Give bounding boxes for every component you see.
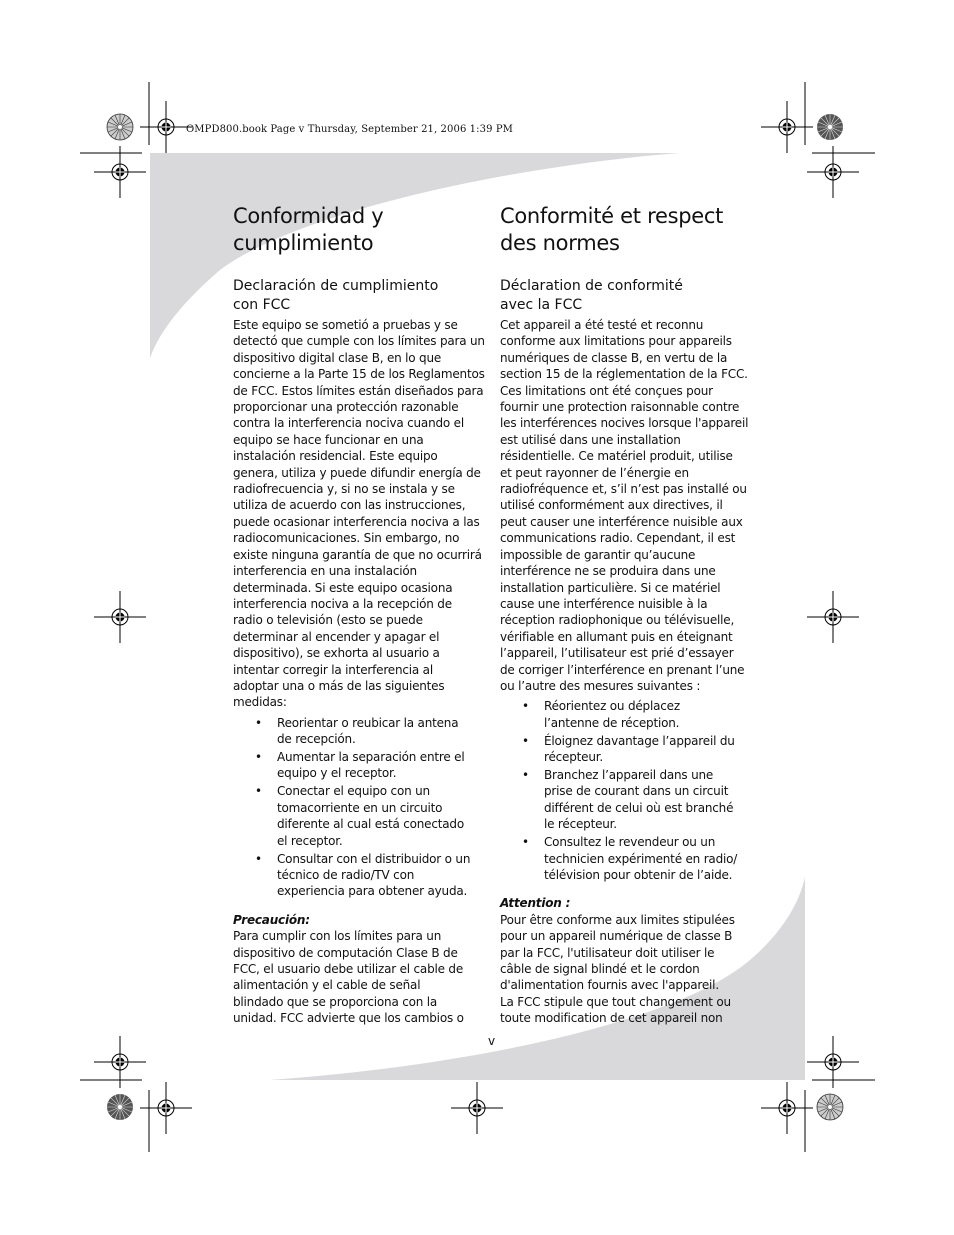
- list-item: [522, 767, 752, 833]
- text-line: utiliza de acuerdo con las instrucciones,: [233, 498, 466, 513]
- text-line: Pour être conforme aux limites stipulées: [500, 912, 735, 927]
- text-line: genera, utiliza y puede difundir energía de: [233, 465, 481, 480]
- title-line: cumplimiento: [233, 231, 374, 255]
- text-line: par la FCC, l'utilisateur doit utiliser le: [500, 945, 715, 960]
- text-line: cause une interférence nuisible à la: [500, 596, 708, 611]
- color-wheel-icon: [817, 114, 843, 140]
- text-line: câble de signal blindé et le cordon: [500, 961, 700, 976]
- list-item-line: experiencia para obtener ayuda.: [277, 884, 468, 899]
- list-item: [255, 851, 485, 900]
- text-line: peut causer une interférence nuisible aux: [500, 514, 743, 529]
- list-item-line: Reorientar o reubicar la antena: [277, 715, 459, 730]
- spanish-body-text: [233, 317, 485, 711]
- list-item-line: diferente al cual está conectado: [277, 817, 464, 832]
- french-subtitle: [500, 277, 752, 315]
- text-line: radiofréquence et, s’il n’est pas installé ou: [500, 482, 747, 497]
- text-line: dispositivo), se exhorta al usuario a: [233, 646, 440, 661]
- text-line: fournir une protection raisonnable contre: [500, 400, 740, 415]
- text-line: adoptar una o más de las siguientes: [233, 678, 445, 693]
- bullet-icon: •: [522, 767, 529, 782]
- text-line: interférence ne se produira dans une: [500, 564, 716, 579]
- list-item: [255, 749, 485, 782]
- text-line: utilisé conformément aux directives, il: [500, 498, 723, 513]
- registration-mark-icon: [761, 1082, 813, 1134]
- registration-mark-icon: [451, 1082, 503, 1134]
- registration-mark-icon: [140, 1082, 192, 1134]
- text-line: radio o televisión (esto se puede: [233, 613, 423, 628]
- registration-mark-icon: [761, 101, 813, 153]
- list-item: [522, 834, 752, 883]
- text-line: installation particulière. Si ce matériel: [500, 580, 721, 595]
- text-line: dispositivo digital clase B, en lo que: [233, 350, 442, 365]
- registration-mark-icon: [807, 591, 859, 643]
- text-line: medidas:: [233, 695, 287, 710]
- text-line: Para cumplir con los límites para un: [233, 929, 442, 944]
- list-item-line: el receptor.: [277, 833, 343, 848]
- bullet-icon: •: [522, 699, 529, 714]
- text-line: ou l’autre des mesures suivantes :: [500, 678, 701, 693]
- book-header: OMPD800.book Page v Thursday, September 21, 2006 1:39 PM: [186, 124, 513, 135]
- list-item-line: Conectar el equipo con un: [277, 784, 430, 799]
- list-item-line: tomacorriente en un circuito: [277, 800, 443, 815]
- text-line: résidentielle. Ce matériel produit, utilise: [500, 449, 733, 464]
- text-line: determinar al encender y apagar el: [233, 629, 440, 644]
- text-line: existe ninguna garantía de que no ocurrirá: [233, 547, 482, 562]
- spanish-subtitle: [233, 277, 485, 315]
- color-wheel-icon: [107, 1094, 133, 1120]
- text-line: Este equipo se sometió a pruebas y se: [233, 318, 458, 332]
- color-wheel-icon: [107, 114, 133, 140]
- list-item-line: différent de celui où est branché: [544, 800, 734, 815]
- list-item-line: technicien expérimenté en radio/: [544, 851, 738, 866]
- text-line: contra la interferencia nociva cuando el: [233, 416, 464, 431]
- registration-mark-icon: [94, 1036, 146, 1088]
- title-line: Conformité et respect: [500, 204, 724, 228]
- subtitle-line: avec la FCC: [500, 297, 583, 313]
- text-line: l’appareil, l’utilisateur est prié d’essayer: [500, 646, 734, 661]
- list-item-line: Consultez le revendeur ou un: [544, 835, 716, 850]
- text-line: radiocomunicaciones. Sin embargo, no: [233, 531, 460, 546]
- list-item-line: Réorientez ou déplacez: [544, 699, 680, 714]
- text-line: est utilisé dans une installation: [500, 432, 681, 447]
- text-line: toute modification de cet appareil non: [500, 1011, 723, 1026]
- text-line: section 15 de la réglementation de la FCC.: [500, 367, 748, 382]
- text-line: instalación residencial. Este equipo: [233, 449, 438, 464]
- registration-mark-icon: [807, 1036, 859, 1088]
- text-line: numériques de classe B, en vertu de la: [500, 350, 728, 365]
- text-line: interferencia nociva a la recepción de: [233, 596, 452, 611]
- title-line: des normes: [500, 231, 620, 255]
- text-line: pour un appareil numérique de classe B: [500, 929, 733, 944]
- list-item-line: Consultar con el distribuidor o un: [277, 851, 471, 866]
- french-bullet-list: [500, 698, 752, 883]
- list-item: [522, 733, 752, 766]
- french-attention-label: Attention :: [500, 896, 571, 911]
- text-line: communications radio. Cependant, il est: [500, 531, 736, 546]
- registration-mark-icon: [94, 146, 146, 198]
- text-line: determinada. Si este equipo ocasiona: [233, 580, 453, 595]
- text-line: impossible de garantir qu’aucune: [500, 547, 696, 562]
- spanish-bullet-list: [233, 715, 485, 900]
- spanish-caution-label: Precaución:: [233, 912, 310, 927]
- subtitle-line: Declaración de cumplimiento: [233, 278, 439, 294]
- text-line: interferencia en una instalación: [233, 564, 417, 579]
- text-line: Cet appareil a été testé et reconnu: [500, 318, 704, 332]
- french-title: [500, 203, 752, 257]
- text-line: equipo se hace funcionar en una: [233, 432, 424, 447]
- text-line: dispositivo de computación Clase B de: [233, 945, 458, 960]
- text-line: FCC, el usuario debe utilizar el cable de: [233, 961, 464, 976]
- french-column: [500, 203, 752, 1027]
- french-attention-text: [500, 912, 752, 1027]
- text-line: unidad. FCC advierte que los cambios o: [233, 1011, 464, 1026]
- color-wheel-icon: [817, 1094, 843, 1120]
- text-line: conforme aux limitations pour appareils: [500, 334, 732, 349]
- bullet-icon: •: [255, 715, 262, 730]
- subtitle-line: con FCC: [233, 297, 291, 313]
- title-line: Conformidad y: [233, 204, 384, 228]
- list-item-line: Branchez l’appareil dans une: [544, 767, 714, 782]
- spanish-column: [233, 203, 485, 1027]
- list-item: [522, 698, 752, 731]
- list-item-line: técnico de radio/TV con: [277, 867, 415, 882]
- subtitle-line: Déclaration de conformité: [500, 278, 683, 294]
- list-item-line: equipo y el receptor.: [277, 766, 397, 781]
- text-line: intentar corregir la interferencia al: [233, 662, 433, 677]
- text-line: Ces limitations ont été conçues pour: [500, 383, 713, 398]
- registration-mark-icon: [807, 146, 859, 198]
- list-item: [255, 783, 485, 849]
- text-line: alimentación y el cable de señal: [233, 978, 421, 993]
- text-line: et peut rayonner de l’énergie en: [500, 465, 689, 480]
- text-line: les interférences nocives lorsque l'appareil: [500, 416, 749, 431]
- text-line: de corriger l’interférence en prenant l’une: [500, 662, 745, 677]
- french-body-text: [500, 317, 752, 694]
- list-item-line: Aumentar la separación entre el: [277, 750, 465, 765]
- list-item-line: le récepteur.: [544, 817, 617, 832]
- text-line: vérifiable en allumant puis en éteignant: [500, 629, 733, 644]
- text-line: radiofrecuencia y, si no se instala y se: [233, 482, 455, 497]
- text-line: puede ocasionar interferencia nociva a las: [233, 514, 480, 529]
- text-line: La FCC stipule que tout changement ou: [500, 994, 731, 1009]
- spanish-caution-text: [233, 928, 485, 1026]
- list-item-line: l’antenne de réception.: [544, 715, 680, 730]
- list-item-line: récepteur.: [544, 750, 603, 765]
- text-line: réception radiophonique ou télévisuelle,: [500, 613, 735, 628]
- text-line: proporcionar una protección razonable: [233, 400, 459, 415]
- text-line: de FCC. Estos límites están diseñados para: [233, 383, 484, 398]
- text-line: d'alimentation fournis avec l'appareil.: [500, 978, 719, 993]
- list-item: [255, 715, 485, 748]
- list-item-line: Éloignez davantage l’appareil du: [544, 733, 735, 748]
- bullet-icon: •: [255, 784, 262, 799]
- bullet-icon: •: [255, 750, 262, 765]
- page-number: v: [488, 1034, 496, 1048]
- registration-mark-icon: [140, 101, 192, 153]
- list-item-line: télévision pour obtenir de l’aide.: [544, 867, 733, 882]
- text-line: detectó que cumple con los límites para un: [233, 334, 485, 349]
- text-line: blindado que se proporciona con la: [233, 994, 438, 1009]
- registration-mark-icon: [94, 591, 146, 643]
- bullet-icon: •: [522, 835, 529, 850]
- text-line: concierne a la Parte 15 de los Reglamentos: [233, 367, 485, 382]
- bullet-icon: •: [522, 733, 529, 748]
- bullet-icon: •: [255, 851, 262, 866]
- list-item-line: prise de courant dans un circuit: [544, 784, 729, 799]
- spanish-title: [233, 203, 485, 257]
- list-item-line: de recepción.: [277, 732, 356, 747]
